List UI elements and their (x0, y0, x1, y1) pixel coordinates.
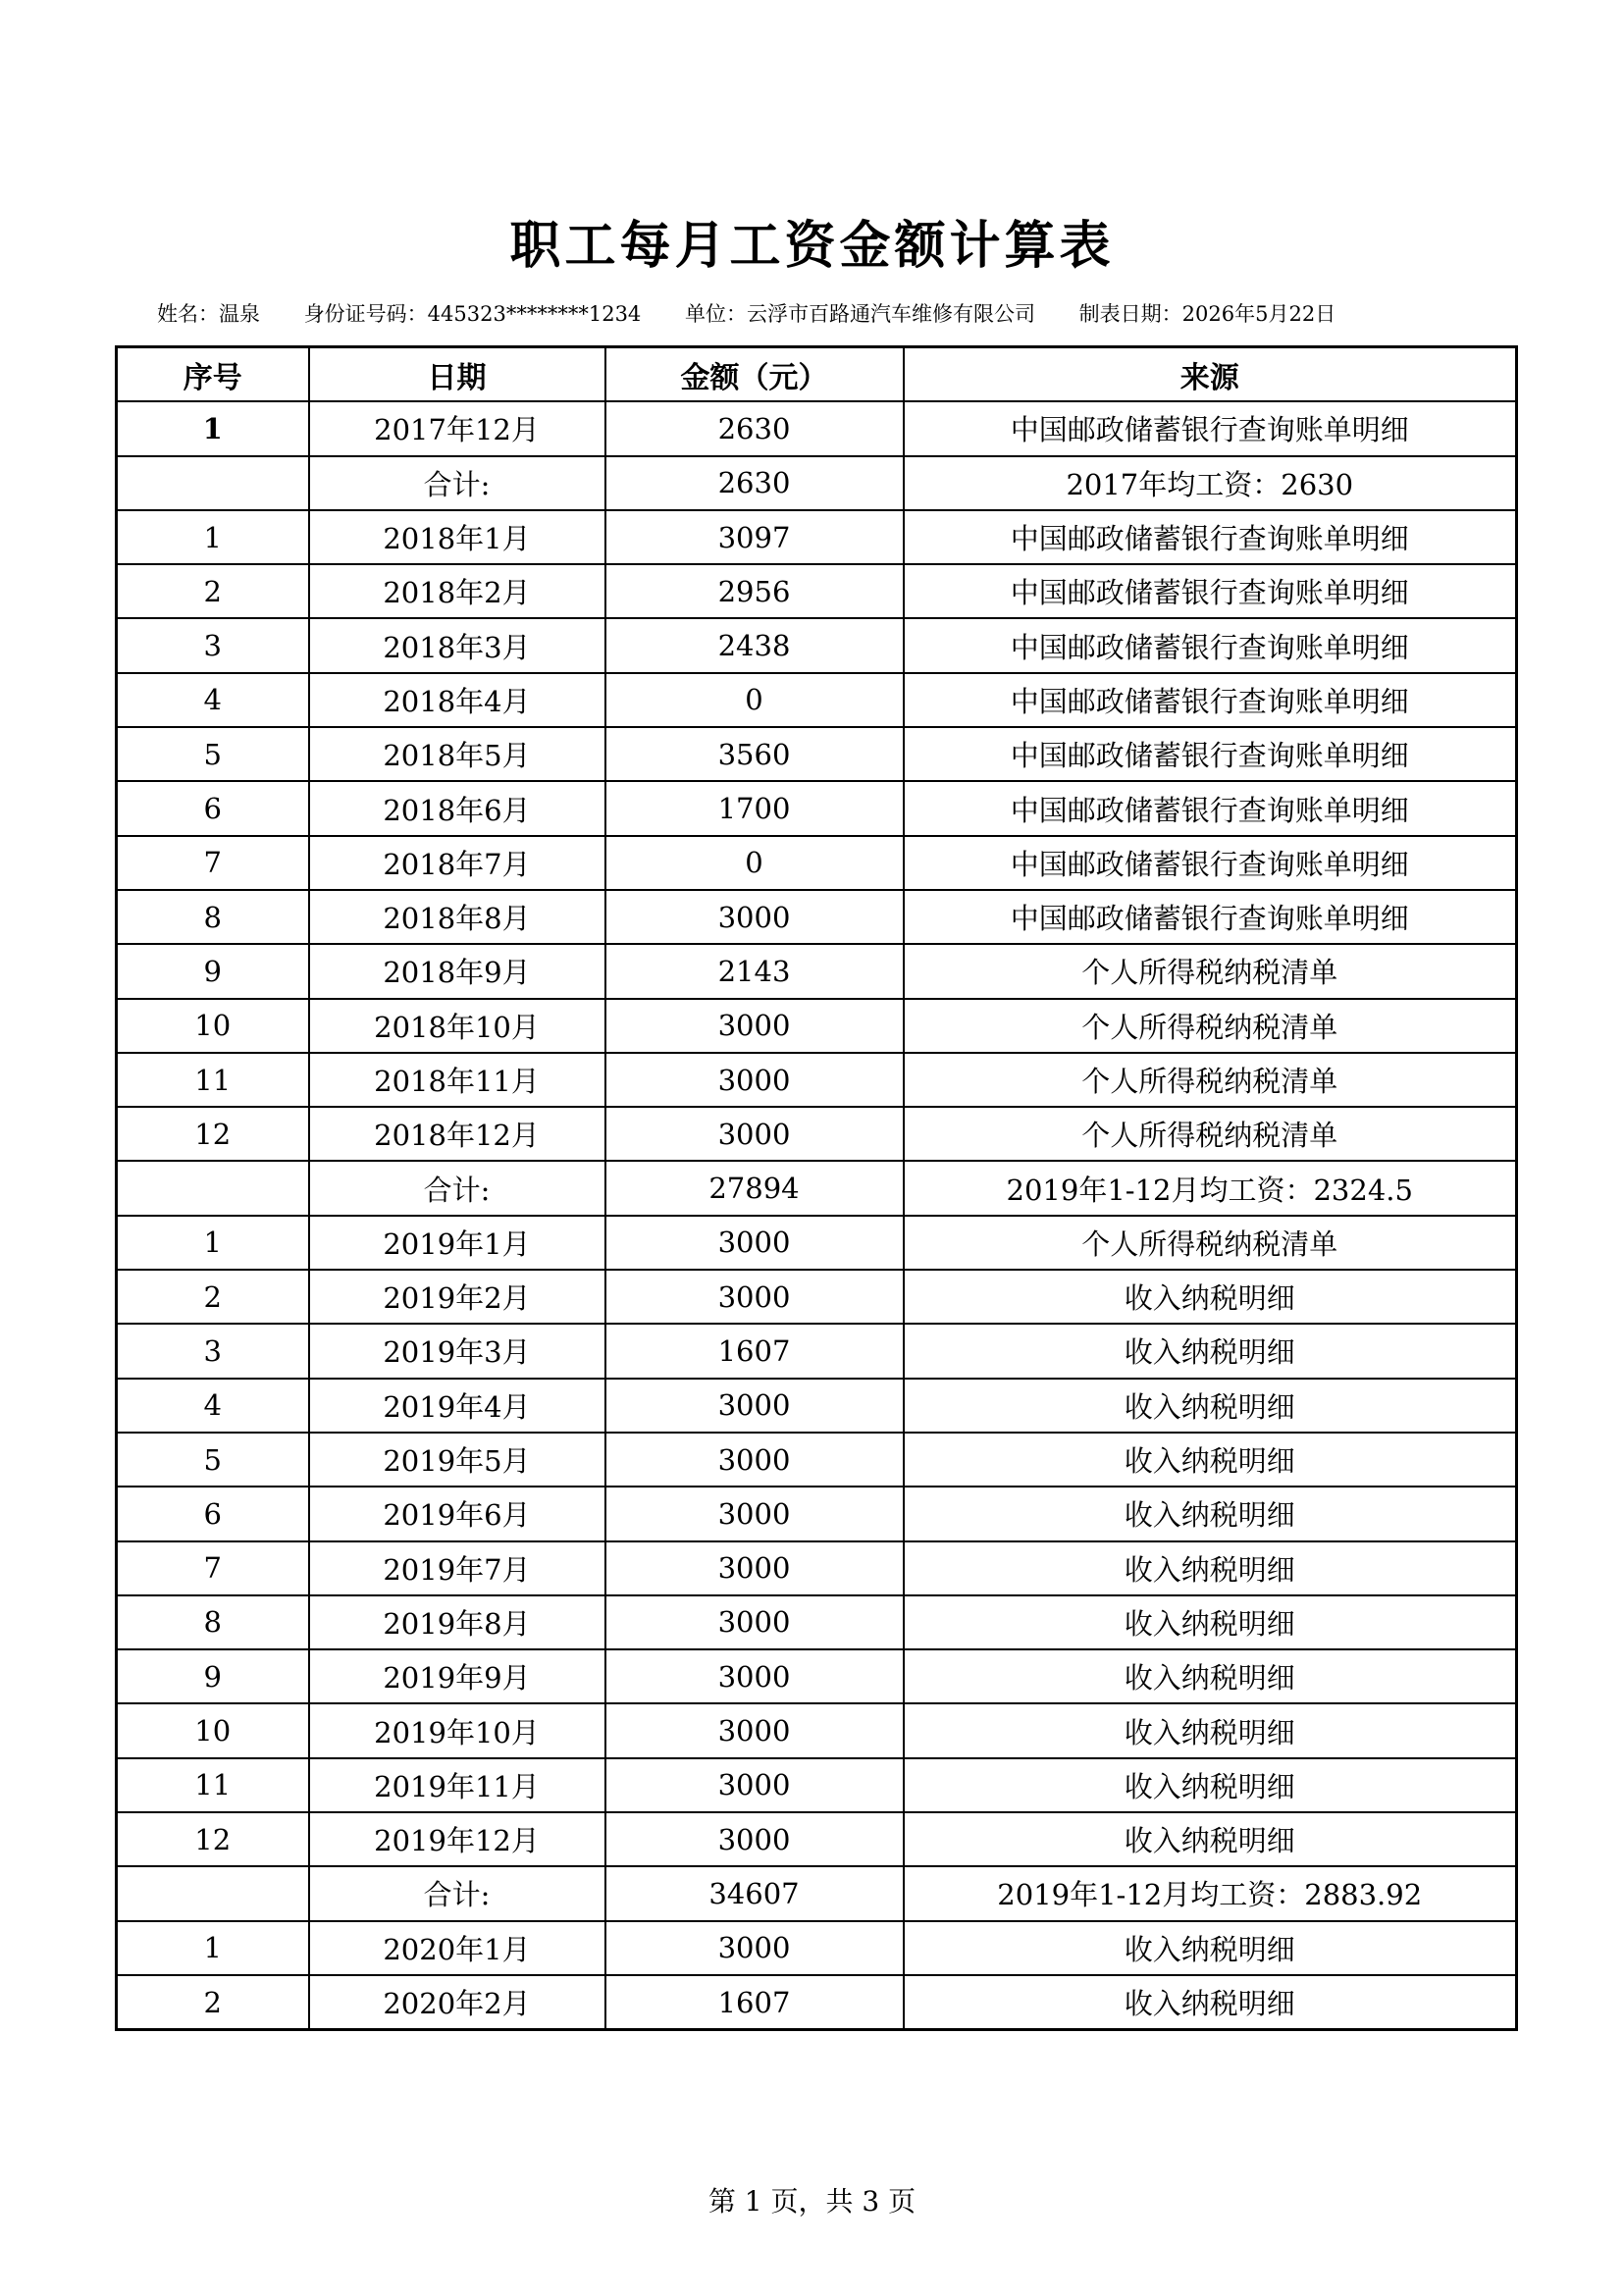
cell-average-wage: 2017年均工资：2630 (904, 456, 1517, 510)
cell-amount: 3000 (605, 1053, 904, 1107)
cell-source: 收入纳税明细 (904, 1595, 1517, 1649)
cell-source: 中国邮政储蓄银行查询账单明细 (904, 781, 1517, 835)
cell-amount: 3000 (605, 1758, 904, 1812)
table-row (117, 1758, 1517, 1812)
cell-date: 2019年2月 (309, 1270, 605, 1324)
cell-amount: 1607 (605, 1975, 904, 2030)
cell-date: 2018年6月 (309, 781, 605, 835)
cell-source: 个人所得税纳税清单 (904, 999, 1517, 1053)
cell-source: 中国邮政储蓄银行查询账单明细 (904, 564, 1517, 618)
cell-date: 2019年5月 (309, 1433, 605, 1487)
table-row (117, 1053, 1517, 1107)
cell-source: 中国邮政储蓄银行查询账单明细 (904, 510, 1517, 564)
cell-amount: 0 (605, 673, 904, 727)
cell-seq: 7 (117, 1541, 309, 1595)
cell-source: 收入纳税明细 (904, 1379, 1517, 1433)
cell-seq: 1 (117, 1216, 309, 1270)
cell-seq: 4 (117, 1379, 309, 1433)
cell-source: 收入纳税明细 (904, 1649, 1517, 1703)
cell-amount: 1700 (605, 781, 904, 835)
cell-date: 2017年12月 (309, 401, 605, 455)
cell-seq: 3 (117, 618, 309, 672)
subtotal-row (117, 1161, 1517, 1215)
cell-date: 2018年9月 (309, 944, 605, 998)
document-title: 职工每月工资金额计算表 (509, 216, 1115, 276)
cell-amount: 3000 (605, 1379, 904, 1433)
table-row (117, 618, 1517, 672)
table-row (117, 510, 1517, 564)
cell-amount: 3000 (605, 999, 904, 1053)
table-row (117, 1379, 1517, 1433)
cell-seq: 10 (117, 1703, 309, 1757)
cell-seq: 12 (117, 1812, 309, 1866)
cell-seq (117, 1866, 309, 1920)
employee-name: 姓名：温泉 (157, 302, 260, 326)
cell-source: 中国邮政储蓄银行查询账单明细 (904, 618, 1517, 672)
cell-date: 2019年1月 (309, 1216, 605, 1270)
cell-seq: 8 (117, 1595, 309, 1649)
cell-seq: 10 (117, 999, 309, 1053)
table-row (117, 999, 1517, 1053)
table-row (117, 836, 1517, 890)
cell-date: 2018年3月 (309, 618, 605, 672)
cell-date: 2018年4月 (309, 673, 605, 727)
table-row (117, 673, 1517, 727)
table-row (117, 781, 1517, 835)
cell-seq: 4 (117, 673, 309, 727)
prepared-date: 制表日期：2026年5月22日 (1078, 302, 1336, 326)
cell-amount: 3000 (605, 1541, 904, 1595)
table-row (117, 1487, 1517, 1540)
cell-average-wage: 2019年1-12月均工资：2883.92 (904, 1866, 1517, 1920)
table-header-row (117, 347, 1517, 402)
table-row (117, 727, 1517, 781)
cell-date: 2019年4月 (309, 1379, 605, 1433)
cell-date: 2020年2月 (309, 1975, 605, 2030)
table-row (117, 1107, 1517, 1161)
cell-amount: 2438 (605, 618, 904, 672)
cell-seq: 2 (117, 1270, 309, 1324)
cell-seq: 1 (117, 1921, 309, 1975)
cell-amount: 3000 (605, 1595, 904, 1649)
cell-amount: 3000 (605, 1921, 904, 1975)
cell-seq: 7 (117, 836, 309, 890)
cell-subtotal-label: 合计: (309, 456, 605, 510)
id-number: 身份证号码：445323********1234 (303, 302, 642, 326)
cell-seq (117, 1161, 309, 1215)
cell-amount: 3000 (605, 1649, 904, 1703)
cell-seq (117, 456, 309, 510)
cell-source: 收入纳税明细 (904, 1433, 1517, 1487)
header-seq: 序号 (117, 347, 309, 402)
cell-source: 收入纳税明细 (904, 1921, 1517, 1975)
cell-subtotal-amount: 2630 (605, 456, 904, 510)
cell-source: 中国邮政储蓄银行查询账单明细 (904, 890, 1517, 944)
cell-source: 收入纳税明细 (904, 1758, 1517, 1812)
cell-date: 2019年9月 (309, 1649, 605, 1703)
cell-amount: 3000 (605, 1812, 904, 1866)
cell-amount: 3560 (605, 727, 904, 781)
cell-seq: 9 (117, 944, 309, 998)
cell-date: 2018年7月 (309, 836, 605, 890)
table-row (117, 1921, 1517, 1975)
cell-date: 2018年2月 (309, 564, 605, 618)
cell-seq: 2 (117, 1975, 309, 2030)
cell-source: 中国邮政储蓄银行查询账单明细 (904, 836, 1517, 890)
cell-seq: 1 (117, 510, 309, 564)
cell-source: 收入纳税明细 (904, 1324, 1517, 1378)
cell-seq: 8 (117, 890, 309, 944)
cell-date: 2018年12月 (309, 1107, 605, 1161)
cell-seq: 11 (117, 1053, 309, 1107)
cell-date: 2020年1月 (309, 1921, 605, 1975)
table-row (117, 1541, 1517, 1595)
cell-source: 中国邮政储蓄银行查询账单明细 (904, 673, 1517, 727)
cell-amount: 3000 (605, 1216, 904, 1270)
table-row (117, 1595, 1517, 1649)
cell-date: 2018年8月 (309, 890, 605, 944)
cell-subtotal-label: 合计: (309, 1161, 605, 1215)
cell-amount: 3097 (605, 510, 904, 564)
cell-source: 中国邮政储蓄银行查询账单明细 (904, 401, 1517, 455)
cell-date: 2019年11月 (309, 1758, 605, 1812)
cell-source: 个人所得税纳税清单 (904, 944, 1517, 998)
cell-amount: 3000 (605, 1270, 904, 1324)
cell-date: 2018年11月 (309, 1053, 605, 1107)
table-row (117, 1975, 1517, 2030)
cell-amount: 3000 (605, 1107, 904, 1161)
cell-seq: 12 (117, 1107, 309, 1161)
cell-seq: 6 (117, 781, 309, 835)
cell-source: 收入纳税明细 (904, 1975, 1517, 2030)
cell-amount: 3000 (605, 1487, 904, 1540)
cell-date: 2019年12月 (309, 1812, 605, 1866)
cell-amount: 3000 (605, 1433, 904, 1487)
cell-seq: 3 (117, 1324, 309, 1378)
header-amount: 金额（元） (605, 347, 904, 402)
cell-source: 个人所得税纳税清单 (904, 1107, 1517, 1161)
cell-date: 2019年10月 (309, 1703, 605, 1757)
table-row (117, 1433, 1517, 1487)
table-row (117, 1216, 1517, 1270)
cell-source: 收入纳税明细 (904, 1487, 1517, 1540)
cell-source: 中国邮政储蓄银行查询账单明细 (904, 727, 1517, 781)
cell-date: 2018年1月 (309, 510, 605, 564)
cell-subtotal-amount: 27894 (605, 1161, 904, 1215)
cell-amount: 3000 (605, 1703, 904, 1757)
cell-seq: 9 (117, 1649, 309, 1703)
table-row (117, 401, 1517, 455)
cell-seq: 2 (117, 564, 309, 618)
cell-source: 收入纳税明细 (904, 1703, 1517, 1757)
cell-date: 2019年7月 (309, 1541, 605, 1595)
table-body (117, 401, 1517, 2029)
cell-seq: 6 (117, 1487, 309, 1540)
header-date: 日期 (309, 347, 605, 402)
cell-amount: 2143 (605, 944, 904, 998)
cell-amount: 1607 (605, 1324, 904, 1378)
cell-average-wage: 2019年1-12月均工资：2324.5 (904, 1161, 1517, 1215)
table-row (117, 1270, 1517, 1324)
table-row (117, 1649, 1517, 1703)
cell-seq: 1 (117, 401, 309, 455)
cell-amount: 3000 (605, 890, 904, 944)
cell-seq: 5 (117, 727, 309, 781)
subtotal-row (117, 456, 1517, 510)
cell-seq: 11 (117, 1758, 309, 1812)
cell-source: 个人所得税纳税清单 (904, 1216, 1517, 1270)
page-footer: 第 1 页，共 3 页 (707, 2185, 917, 2218)
cell-date: 2019年3月 (309, 1324, 605, 1378)
employer-unit: 单位：云浮市百路通汽车维修有限公司 (684, 302, 1035, 326)
cell-source: 个人所得税纳税清单 (904, 1053, 1517, 1107)
cell-subtotal-amount: 34607 (605, 1866, 904, 1920)
table-row (117, 1703, 1517, 1757)
salary-table (115, 345, 1518, 2031)
table-row (117, 1812, 1517, 1866)
cell-amount: 0 (605, 836, 904, 890)
header-source: 来源 (904, 347, 1517, 402)
cell-subtotal-label: 合计: (309, 1866, 605, 1920)
subtotal-row (117, 1866, 1517, 1920)
cell-amount: 2630 (605, 401, 904, 455)
table-row (117, 564, 1517, 618)
table-row (117, 1324, 1517, 1378)
cell-date: 2018年5月 (309, 727, 605, 781)
cell-date: 2018年10月 (309, 999, 605, 1053)
cell-date: 2019年8月 (309, 1595, 605, 1649)
cell-source: 收入纳税明细 (904, 1812, 1517, 1866)
cell-seq: 5 (117, 1433, 309, 1487)
document-meta (157, 298, 1336, 328)
cell-date: 2019年6月 (309, 1487, 605, 1540)
cell-source: 收入纳税明细 (904, 1270, 1517, 1324)
table-row (117, 890, 1517, 944)
cell-amount: 2956 (605, 564, 904, 618)
cell-source: 收入纳税明细 (904, 1541, 1517, 1595)
table-row (117, 944, 1517, 998)
